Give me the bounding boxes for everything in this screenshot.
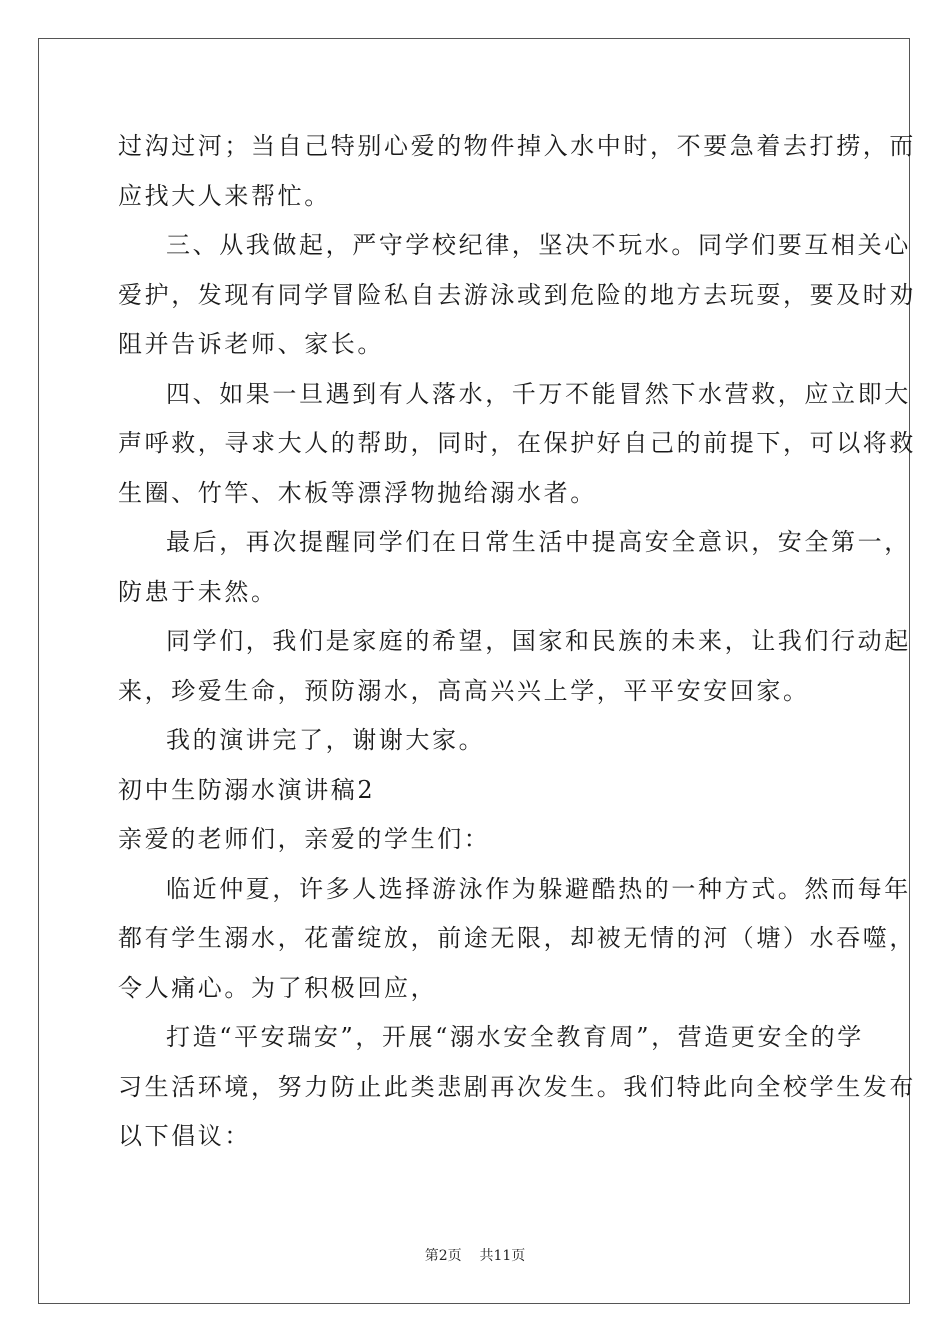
paragraph-closing bbox=[118, 716, 834, 766]
text-line: 我的演讲完了，谢谢大家。 bbox=[166, 726, 486, 754]
page-number: 第2页 bbox=[424, 1248, 462, 1264]
text-line: 最后，再次提醒同学们在日常生活中提高安全意识，安全第一， bbox=[166, 528, 911, 556]
paragraph-call-to-action bbox=[118, 617, 911, 716]
text-line: 以下倡议： bbox=[118, 1122, 251, 1150]
text-line: 四、如果一旦遇到有人落水，千万不能冒然下水营救，应立即大 bbox=[166, 379, 911, 408]
paragraph-intro bbox=[118, 865, 916, 1014]
section-title: 初中生防溺水演讲稿2 bbox=[118, 775, 376, 804]
document-body bbox=[118, 122, 916, 1162]
text-line: 亲爱的老师们，亲爱的学生们： bbox=[118, 825, 491, 853]
text-line: 打造“平安瑞安”，开展“溺水安全教育周”，营造更安全的学 bbox=[166, 1023, 864, 1051]
text-line: 过沟过河；当自己特别心爱的物件掉入水中时，不要急着去打捞，而 bbox=[118, 132, 916, 160]
text-line: 声呼救，寻求大人的帮助，同时，在保护好自己的前提下，可以将救 bbox=[118, 429, 916, 457]
page-footer bbox=[0, 1245, 950, 1265]
text-line: 临近仲夏，许多人选择游泳作为躲避酷热的一种方式。然而每年 bbox=[166, 874, 911, 903]
text-line: 阻并告诉老师、家长。 bbox=[118, 330, 384, 358]
text-line: 都有学生溺水，花蕾绽放，前途无限，却被无情的河（塘）水吞噬， bbox=[118, 924, 916, 952]
text-line: 三、从我做起，严守学校纪律，坚决不玩水。同学们要互相关心 bbox=[166, 231, 911, 259]
salutation bbox=[118, 815, 834, 865]
text-line: 爱护，发现有同学冒险私自去游泳或到危险的地方去玩耍，要及时劝 bbox=[118, 280, 916, 309]
page-total: 共11页 bbox=[479, 1248, 526, 1264]
paragraph-rescue-safety-tail bbox=[118, 122, 916, 221]
text-line: 习生活环境，努力防止此类悲剧再次发生。我们特此向全校学生发布 bbox=[118, 1072, 916, 1101]
text-line: 生圈、竹竿、木板等漂浮物抛给溺水者。 bbox=[118, 478, 597, 507]
paragraph-initiative bbox=[118, 1013, 916, 1162]
text-line: 来，珍爱生命，预防溺水，高高兴兴上学，平平安安回家。 bbox=[118, 676, 810, 705]
text-line: 防患于未然。 bbox=[118, 577, 278, 606]
text-line: 同学们，我们是家庭的希望，国家和民族的未来，让我们行动起 bbox=[166, 627, 911, 655]
text-line: 令人痛心。为了积极回应， bbox=[118, 973, 438, 1002]
paragraph-point-three bbox=[118, 221, 916, 370]
paragraph-final-reminder bbox=[118, 518, 911, 617]
paragraph-point-four bbox=[118, 370, 916, 519]
text-line: 应找大人来帮忙。 bbox=[118, 181, 331, 210]
section-heading bbox=[118, 766, 834, 816]
